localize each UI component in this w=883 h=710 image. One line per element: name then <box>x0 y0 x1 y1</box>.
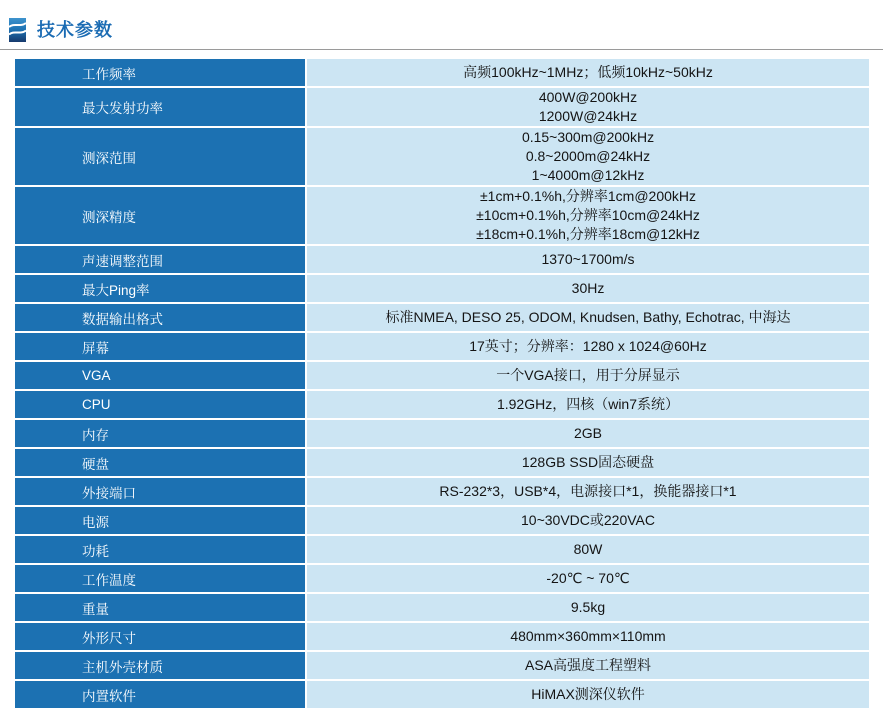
spec-value-line: 400W@200kHz <box>538 89 638 105</box>
spec-row <box>15 594 869 621</box>
spec-row <box>15 420 869 447</box>
spec-row <box>15 333 869 360</box>
spec-value-line: 0.8~2000m@24kHz <box>525 148 651 164</box>
spec-value-line: 一个VGA接口，用于分屏显示 <box>496 367 680 383</box>
spec-value-line: HiMAX测深仪软件 <box>531 686 645 702</box>
spec-row <box>15 536 869 563</box>
spec-label: 声速调整范围 <box>15 246 305 273</box>
spec-value-line: 480mm×360mm×110mm <box>510 628 666 644</box>
spec-value-line: ±18cm+0.1%h,分辨率18cm@12kHz <box>476 226 700 242</box>
spec-value-line: 1~4000m@12kHz <box>531 167 645 183</box>
spec-value <box>307 304 869 331</box>
spec-row <box>15 128 869 185</box>
spec-value <box>307 536 869 563</box>
spec-label: 重量 <box>15 594 305 621</box>
section-header <box>0 0 883 46</box>
spec-label: 测深范围 <box>15 128 305 185</box>
spec-value-line: 高频100kHz~1MHz；低频10kHz~50kHz <box>463 64 713 80</box>
spec-value <box>307 362 869 389</box>
spec-value <box>307 88 869 126</box>
spec-row <box>15 449 869 476</box>
spec-value <box>307 681 869 708</box>
spec-row <box>15 623 869 650</box>
spec-value-line: RS-232*3，USB*4，电源接口*1，换能器接口*1 <box>439 483 737 499</box>
spec-value-line: 30Hz <box>571 280 605 296</box>
wave-logo-icon <box>9 18 26 42</box>
spec-label: 工作频率 <box>15 59 305 86</box>
spec-value-line: 1200W@24kHz <box>538 108 638 124</box>
spec-value <box>307 507 869 534</box>
spec-value-line: 1370~1700m/s <box>541 251 635 267</box>
spec-value-line: 1.92GHz，四核（win7系统） <box>496 396 680 412</box>
spec-label: 屏幕 <box>15 333 305 360</box>
spec-value <box>307 391 869 418</box>
spec-label: 工作温度 <box>15 565 305 592</box>
spec-label: 主机外壳材质 <box>15 652 305 679</box>
spec-row <box>15 681 869 708</box>
spec-value-line: 80W <box>573 541 603 557</box>
spec-value-line: 128GB SSD固态硬盘 <box>521 454 655 470</box>
spec-label: 外形尺寸 <box>15 623 305 650</box>
spec-row <box>15 652 869 679</box>
spec-value <box>307 594 869 621</box>
spec-value <box>307 478 869 505</box>
spec-row <box>15 59 869 86</box>
spec-label: 电源 <box>15 507 305 534</box>
spec-value <box>307 652 869 679</box>
spec-value <box>307 59 869 86</box>
spec-value-line: ASA高强度工程塑料 <box>524 657 651 673</box>
spec-label: 测深精度 <box>15 187 305 244</box>
spec-value <box>307 246 869 273</box>
spec-value-line: 0.15~300m@200kHz <box>521 129 655 145</box>
spec-row <box>15 507 869 534</box>
spec-row <box>15 304 869 331</box>
spec-value <box>307 449 869 476</box>
spec-value-line: 标准NMEA, DESO 25, ODOM, Knudsen, Bathy, Echotrac, 中海达 <box>385 309 791 325</box>
spec-row <box>15 478 869 505</box>
spec-label: 内置软件 <box>15 681 305 708</box>
spec-value <box>307 275 869 302</box>
spec-value <box>307 565 869 592</box>
header-divider <box>0 49 883 50</box>
spec-label: 最大Ping率 <box>15 275 305 302</box>
spec-value <box>307 420 869 447</box>
spec-value <box>307 333 869 360</box>
spec-row <box>15 275 869 302</box>
spec-value-line: ±1cm+0.1%h,分辨率1cm@200kHz <box>479 188 697 204</box>
spec-label: 功耗 <box>15 536 305 563</box>
spec-label: 最大发射功率 <box>15 88 305 126</box>
spec-value <box>307 187 869 244</box>
spec-label: 内存 <box>15 420 305 447</box>
spec-value <box>307 623 869 650</box>
spec-row <box>15 565 869 592</box>
spec-value-line: ±10cm+0.1%h,分辨率10cm@24kHz <box>476 207 700 223</box>
spec-value <box>307 128 869 185</box>
spec-value-line: 17英寸；分辨率：1280 x 1024@60Hz <box>469 338 707 354</box>
spec-label: 外接端口 <box>15 478 305 505</box>
spec-value-line: 9.5kg <box>570 599 606 615</box>
spec-label: 硬盘 <box>15 449 305 476</box>
spec-label: 数据输出格式 <box>15 304 305 331</box>
spec-row <box>15 187 869 244</box>
spec-table <box>15 59 869 708</box>
spec-value-line: 10~30VDC或220VAC <box>521 512 655 528</box>
spec-value-line: -20℃ ~ 70℃ <box>546 570 630 586</box>
spec-row <box>15 246 869 273</box>
spec-row <box>15 391 869 418</box>
spec-label: CPU <box>15 391 305 418</box>
section-title: 技术参数 <box>37 20 113 40</box>
spec-label: VGA <box>15 362 305 389</box>
spec-row <box>15 88 869 126</box>
spec-row <box>15 362 869 389</box>
spec-value-line: 2GB <box>573 425 602 441</box>
